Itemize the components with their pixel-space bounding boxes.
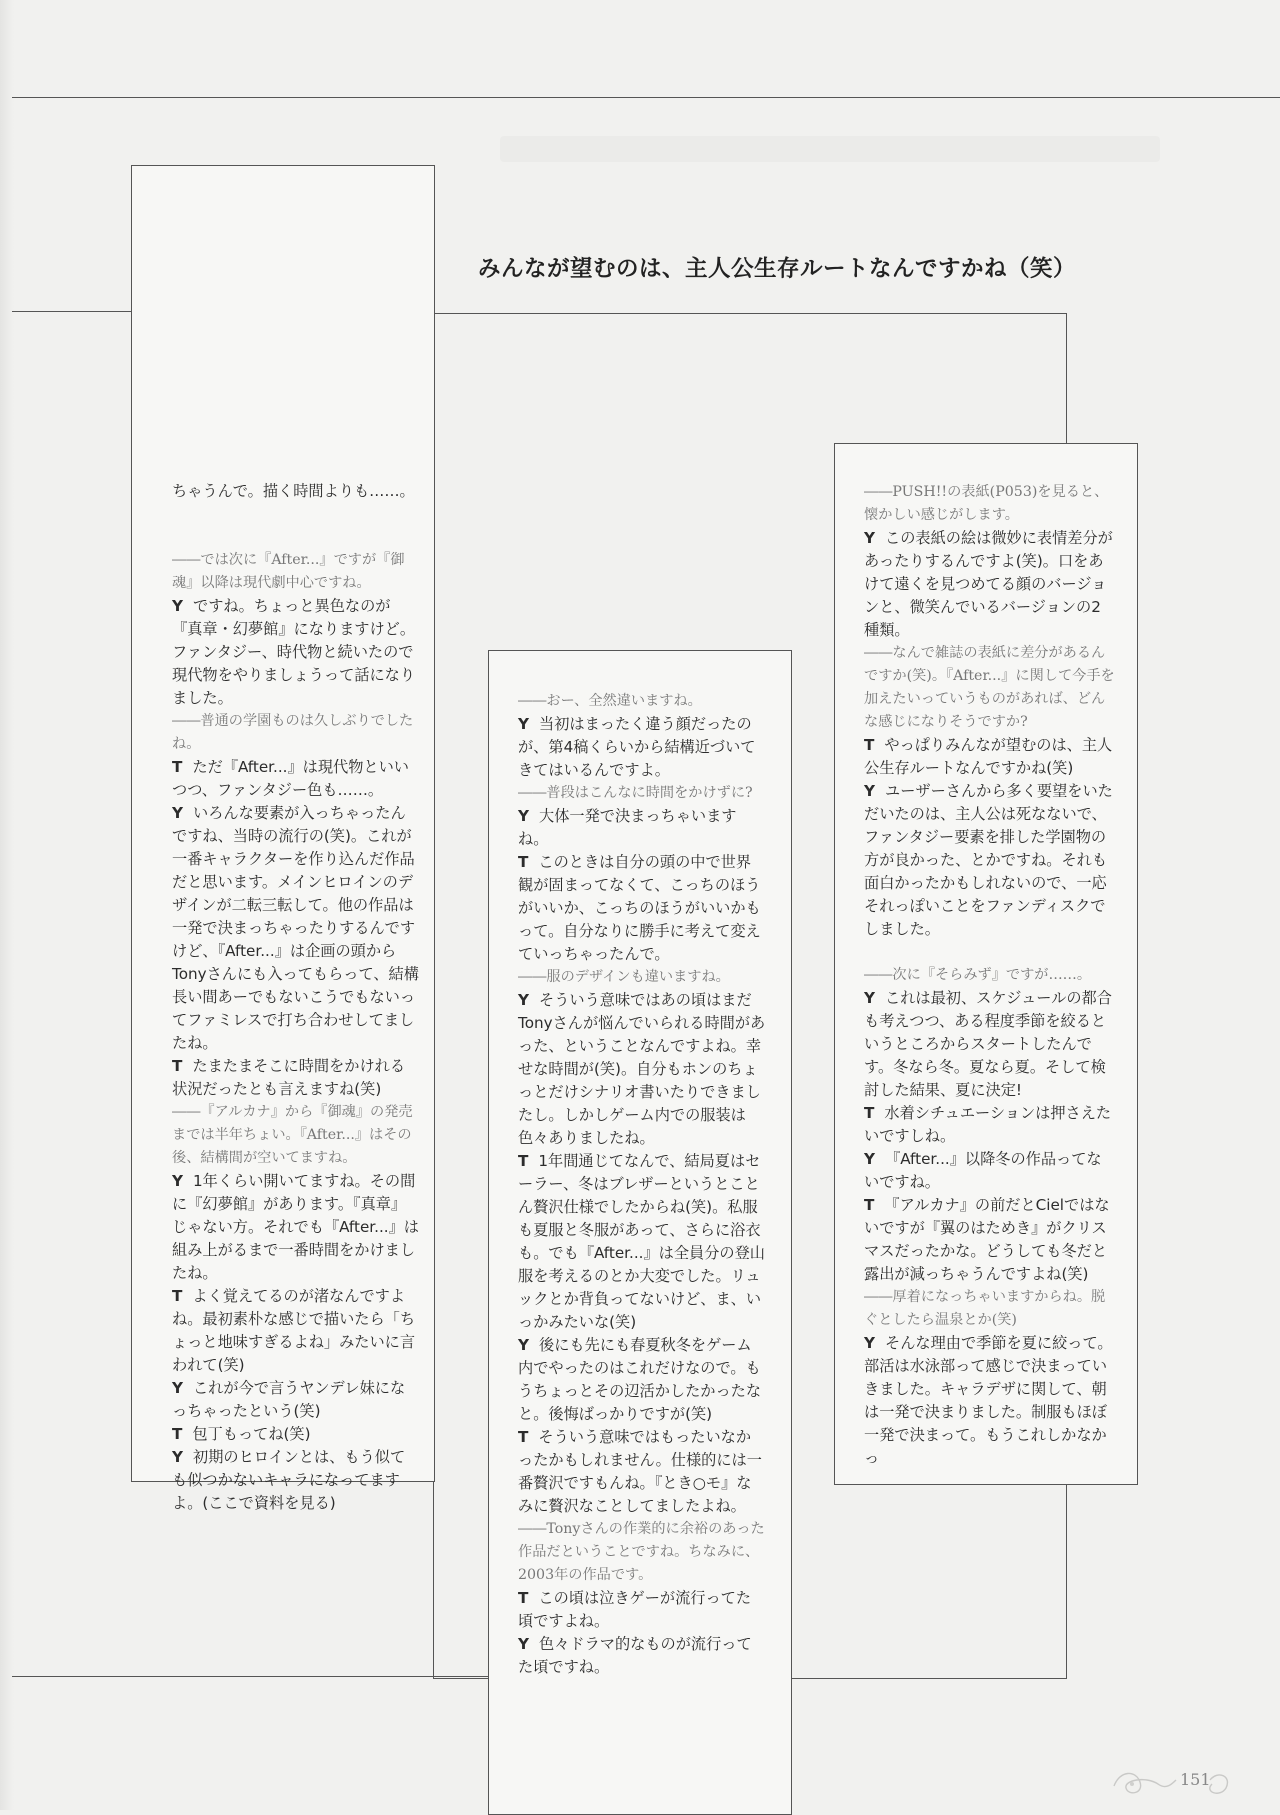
speaker-text: 大体一発で決まっちゃいますね。 (518, 807, 737, 848)
speaker-initial: Y (518, 1635, 529, 1653)
speaker-initial: Y (864, 989, 875, 1007)
speaker-line (172, 595, 420, 710)
speaker-text: 包丁もってね(笑) (192, 1425, 311, 1443)
speaker-line (864, 1194, 1116, 1286)
speaker-line (172, 1377, 420, 1423)
mid-rule-left (12, 311, 132, 312)
speaker-initial: T (172, 1425, 183, 1443)
speaker-text: いろんな要素が入っちゃったんですね、当時の流行の(笑)。これが一番キャラクターを作り込んだ作品だと思います。メインヒロインのデザインが二転三転して。他の作品は一発で決まっちゃったりするんですけど、『After...』は企画の頭からTonyさんにも入ってもらって、結構長い間あーでもないこうでもないってファミレスで打ち合わせしてましたね。 (172, 804, 419, 1052)
speaker-line (864, 527, 1116, 642)
speaker-text: よく覚えてるのが渚なんですよね。最初素朴な感じで描いたら「ちょっと地味すぎるよね」みたいに言われて(笑) (172, 1287, 415, 1374)
speaker-initial: Y (864, 529, 875, 547)
interviewer-question: ――普通の学園ものは久しぶりでしたね。 (172, 713, 414, 752)
speaker-initial: T (518, 1152, 529, 1170)
speaker-initial: Y (864, 1150, 875, 1168)
speaker-text: ですね。ちょっと異色なのが『真章・幻夢館』になりますけど。ファンタジー、時代物と続いたので現代物をやりましょうって話になりました。 (172, 597, 415, 707)
speaker-line (518, 713, 766, 782)
speaker-initial: T (518, 1589, 529, 1607)
speaker-line (172, 1170, 420, 1285)
speaker-line (518, 989, 766, 1150)
speaker-line (518, 1633, 766, 1679)
speaker-text: 当初はまったく違う顔だったのが、第4稿くらいから結構近づいてきてはいるんですよ。 (518, 715, 756, 779)
speaker-initial: T (172, 758, 183, 776)
speaker-line (864, 1148, 1116, 1194)
speaker-initial: T (864, 736, 875, 754)
speaker-initial: Y (518, 807, 529, 825)
page-edge (0, 0, 14, 1810)
speaker-text: たまたまそこに時間をかけれる状況だったとも言えますね(笑) (172, 1057, 405, 1098)
speaker-text: 水着シチュエーションは押さえたいですしね。 (864, 1104, 1112, 1145)
interviewer-question: ――『アルカナ』から『御魂』の発売までは半年ちょい。『After...』はその後、結構間が空いてますね。 (172, 1104, 413, 1166)
speaker-line (518, 1587, 766, 1633)
speaker-text: このときは自分の頭の中で世界観が固まってなくて、こっちのほうがいいか、こっちのほうがいいかもって。自分なりに勝手に考えて変えていっちゃったんで。 (518, 853, 761, 963)
interviewer-question: ――なんで雑誌の表紙に差分があるんですか(笑)。『After...』に関して今手を加えたいっていうものがあれば、どんな感じになりそうですか? (864, 645, 1115, 730)
text-column-right (864, 481, 1116, 1470)
text-column-center (518, 690, 766, 1679)
speaker-text: そういう意味ではあの頃はまだTonyさんが悩んでいられる時間があった、ということなんですよね。幸せな時間が(笑)。自分もホンのちょっとだけシナリオ書いたりできましたし。しかしゲーム内での服装は色々ありましたね。 (518, 991, 766, 1147)
speaker-text: 1年くらい開いてますね。その間に『幻夢館』があります。『真章』じゃない方。それでも『After...』は組み上がるまで一番時間をかけましたね。 (172, 1172, 419, 1282)
speaker-text: 『アルカナ』の前だとCielではないですが『翼のはためき』がクリスマスだったかな。どうしても冬だと露出が減っちゃうんですよね(笑) (864, 1196, 1110, 1283)
speaker-text: 後にも先にも春夏秋冬をゲーム内でやったのはこれだけなので。もうちょっとその辺活かしたかったなと。後悔ばっかりですが(笑) (518, 1336, 761, 1423)
interviewer-question: ――服のデザインも違いますね。 (518, 969, 730, 985)
speaker-initial: Y (172, 597, 183, 615)
speaker-line (172, 802, 420, 1055)
speaker-text: ちゃうんで。描く時間よりも……。 (172, 482, 415, 500)
top-rule (12, 97, 1280, 98)
speaker-text: ただ『After...』は現代物といいつつ、ファンタジー色も……。 (172, 758, 409, 799)
speaker-text: この頃は泣きゲーが流行ってた頃ですよね。 (518, 1589, 751, 1630)
interviewer-question: ――次に『そらみず』ですが……。 (864, 967, 1092, 983)
speaker-line (864, 1332, 1116, 1470)
speaker-text: この表紙の絵は微妙に表情差分があったりするんですよ(笑)。口をあけて遠くを見つめてる顔のバージョンと、微笑んでいるバージョンの2種類。 (864, 529, 1113, 639)
speaker-line (518, 851, 766, 966)
speaker-line (518, 805, 766, 851)
speaker-line (172, 1446, 420, 1515)
page-number-ornament (1106, 1762, 1236, 1802)
speaker-initial: Y (172, 1448, 183, 1466)
flourish-icon (1106, 1762, 1236, 1802)
paragraph-spacer (172, 526, 420, 549)
speaker-initial: Y (518, 1336, 529, 1354)
speaker-initial: T (172, 1287, 183, 1305)
article-headline: みんなが望むのは、主人公生存ルートなんですかね（笑） (478, 256, 1077, 283)
speaker-line (518, 1334, 766, 1426)
speaker-text: 1年間通じてなんで、結局夏はセーラー、冬はブレザーというとことん贅沢仕様でしたからね(笑)。私服も夏服と冬服があって、さらに浴衣も。でも『After...』は全員分の登山服を考えるのとか大変でした。リュックとか背負ってないけど、ま、いっかみたいな(笑) (518, 1152, 765, 1331)
speaker-initial: T (518, 853, 529, 871)
speaker-line (172, 756, 420, 802)
speaker-text: 色々ドラマ的なものが流行ってた頃ですね。 (518, 1635, 752, 1676)
speaker-text: 初期のヒロインとは、もう似ても似つかないキャラになってますよ。(ここで資料を見る) (172, 1448, 406, 1512)
speaker-text: ユーザーさんから多く要望をいただいたのは、主人公は死なないで、ファンタジー要素を排した学園物の方が良かった、とかですね。それも面白かったかもしれないので、一応それっぽいことをファンディスクでしました。 (864, 782, 1113, 938)
speaker-text: そんな理由で季節を夏に絞って。部活は水泳部って感じで決まっていきました。キャラデザに関して、朝は一発で決まりました。制服もほぼ一発で決まって。もうこれしかなかっ (864, 1334, 1113, 1467)
background-ghost-graphic (500, 130, 1200, 179)
interviewer-question: ――PUSH!!の表紙(P053)を見ると、懐かしい感じがします。 (864, 484, 1109, 523)
speaker-initial: Y (172, 804, 183, 822)
speaker-initial: Y (864, 1334, 875, 1352)
speaker-line (172, 1055, 420, 1101)
speaker-initial: Y (518, 991, 529, 1009)
speaker-line (518, 1150, 766, 1334)
text-column-left (172, 480, 420, 1515)
paragraph-spacer (864, 941, 1116, 964)
page-number: 151 (1180, 1770, 1211, 1789)
speaker-line (864, 1102, 1116, 1148)
speaker-line (864, 780, 1116, 941)
paragraph-spacer (172, 503, 420, 526)
speaker-initial: Y (172, 1172, 183, 1190)
speaker-text: これは最初、スケジュールの都合も考えつつ、ある程度季節を絞るというところからスタートしたんです。冬なら冬。夏なら夏。そして検討した結果、夏に決定! (864, 989, 1112, 1099)
speaker-initial: T (864, 1196, 875, 1214)
speaker-initial: T (518, 1428, 529, 1446)
speaker-text: これが今で言うヤンデレ妹になっちゃったという(笑) (172, 1379, 406, 1420)
speaker-initial: T (864, 1104, 875, 1122)
interviewer-question: ――普段はこんなに時間をかけずに? (518, 785, 753, 801)
body-text (172, 480, 420, 503)
interviewer-question: ――では次に『After...』ですが『御魂』以降は現代劇中心ですね。 (172, 552, 405, 591)
speaker-initial: T (172, 1057, 183, 1075)
speaker-text: やっぱりみんなが望むのは、主人公生存ルートなんですかね(笑) (864, 736, 1113, 777)
bottom-rule-left (12, 1676, 489, 1677)
speaker-line (518, 1426, 766, 1518)
speaker-line (864, 734, 1116, 780)
interviewer-question: ――おー、全然違いますね。 (518, 693, 702, 709)
interviewer-question: ――厚着になっちゃいますからね。脱ぐとしたら温泉とか(笑) (864, 1289, 1106, 1328)
speaker-line (172, 1423, 420, 1446)
interviewer-question: ――Tonyさんの作業的に余裕のあった作品だということですね。ちなみに、2003年の作品です。 (518, 1521, 765, 1583)
speaker-text: そういう意味ではもったいなかったかもしれません。仕様的には一番贅沢ですもんね。『とき○モ』なみに贅沢なことしてましたよね。 (518, 1428, 762, 1515)
speaker-initial: Y (518, 715, 529, 733)
speaker-line (172, 1285, 420, 1377)
speaker-initial: Y (172, 1379, 183, 1397)
speaker-text: 『After...』以降冬の作品ってないですね。 (864, 1150, 1102, 1191)
speaker-line (864, 987, 1116, 1102)
speaker-initial: Y (864, 782, 875, 800)
